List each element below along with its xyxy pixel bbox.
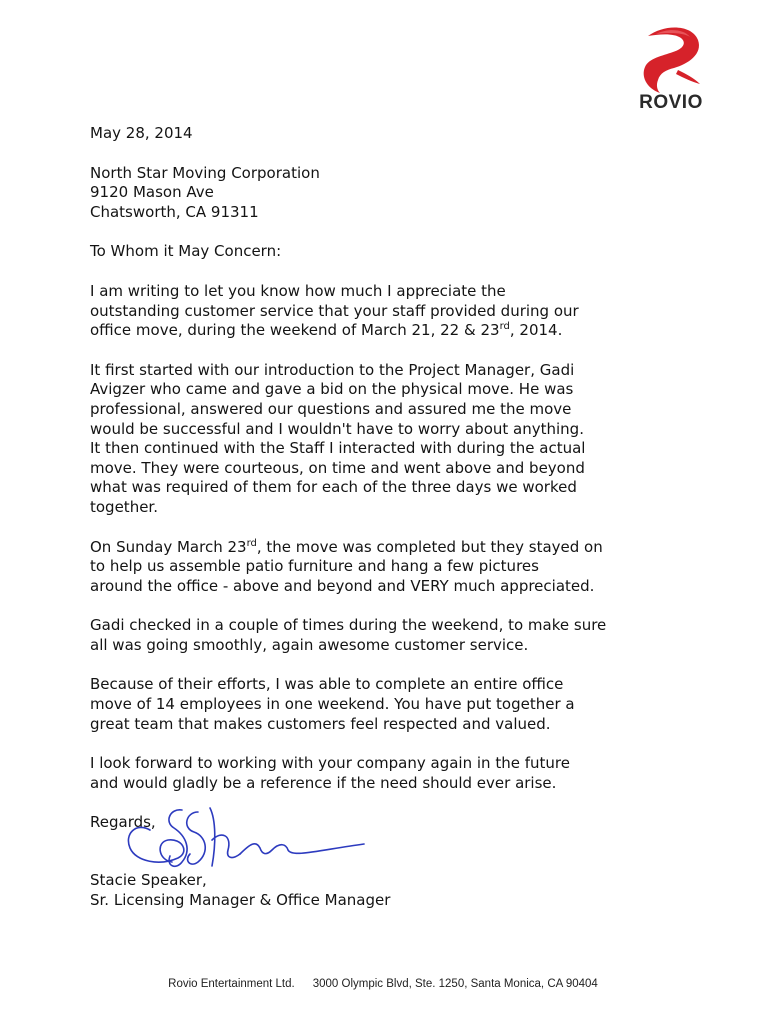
paragraph-6 [90,754,730,793]
paragraph-line: office move, during the weekend of March 21, 22 & 23rd, 2014. [90,321,563,340]
letter-footer [0,978,766,990]
paragraph-line: great team that makes customers feel respected and valued. [90,714,551,733]
paragraph-line: On Sunday March 23rd, the move was completed but they stayed on [90,537,603,556]
paragraph-line: move of 14 employees in one weekend. You have put together a [90,695,575,714]
footer-address: 3000 Olympic Blvd, Ste. 1250, Santa Monica, CA 90404 [312,978,598,990]
paragraph-line: what was required of them for each of the three days we worked [90,478,577,497]
paragraph-line: would be successful and I wouldn't have to worry about anything. [90,419,584,438]
paragraph-3 [90,538,730,597]
paragraph-line: Gadi checked in a couple of times during the weekend, to make sure [90,616,607,635]
paragraph-5 [90,675,730,734]
paragraph-line: together. [90,497,158,516]
recipient-street: 9120 Mason Ave [90,183,214,202]
paragraph-line: to help us assemble patio furniture and hang a few pictures [90,557,539,576]
recipient-name: North Star Moving Corporation [90,163,320,182]
letter-body [90,124,730,910]
signer-title: Sr. Licensing Manager & Office Manager [90,890,391,909]
closing: Regards, [90,813,156,832]
handwritten-signature [120,800,370,880]
paragraph-line: and would gladly be a reference if the need should ever arise. [90,773,557,792]
paragraph-line: Because of their efforts, I was able to complete an entire office [90,675,564,694]
brand-wordmark: ROVIO [639,92,703,113]
paragraph-1 [90,282,730,341]
paragraph-line: all was going smoothly, again awesome customer service. [90,635,529,654]
signer-name: Stacie Speaker, [90,871,207,890]
footer-company: Rovio Entertainment Ltd. [168,978,295,990]
letter-date: May 28, 2014 [90,124,193,142]
paragraph-line: I am writing to let you know how much I appreciate the [90,281,506,300]
paragraph-line: I look forward to working with your company again in the future [90,754,570,773]
paragraph-4 [90,616,730,655]
paragraph-line: around the office - above and beyond and VERY much appreciated. [90,576,595,595]
recipient-address [90,164,730,223]
paragraph-line: outstanding customer service that your staff provided during our [90,301,579,320]
rovio-r-icon [638,22,704,94]
recipient-city: Chatsworth, CA 91311 [90,202,259,221]
paragraph-line: move. They were courteous, on time and went above and beyond [90,458,585,477]
letterhead-logo [638,22,704,118]
paragraph-line: Avigzer who came and gave a bid on the physical move. He was [90,380,574,399]
paragraph-line: It first started with our introduction to the Project Manager, Gadi [90,360,575,379]
paragraph-line: professional, answered our questions and assured me the move [90,399,572,418]
salutation: To Whom it May Concern: [90,242,282,261]
paragraph-2 [90,361,730,518]
paragraph-line: It then continued with the Staff I interacted with during the actual [90,439,586,458]
